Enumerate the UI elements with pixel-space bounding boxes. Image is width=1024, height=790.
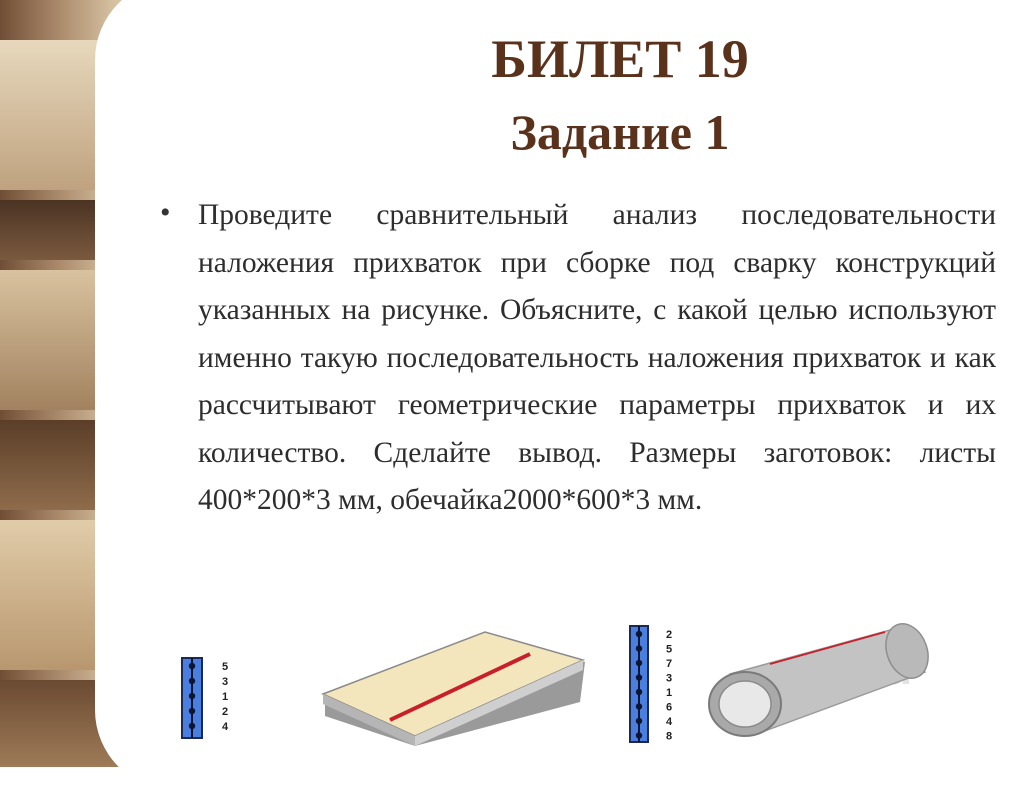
shell-tack-dot: [636, 660, 642, 666]
shell-tack-number: 4: [666, 716, 673, 728]
slide-subtitle: Задание 1: [510, 104, 730, 160]
shell-figure: [700, 622, 940, 750]
plates-figure: [315, 628, 590, 750]
shell-tack-dot: [636, 718, 642, 724]
shell-tack-number: 5: [666, 643, 673, 656]
shell-tack-dot: [636, 703, 642, 709]
sheet-tack-dot: [189, 678, 195, 684]
sheet-tack-dot: [189, 693, 195, 699]
shell-tack-dot: [636, 732, 642, 738]
shell-tack-number: 8: [666, 730, 673, 743]
sheet-tack-dot: [189, 723, 195, 729]
slide-title: БИЛЕТ 19: [491, 29, 749, 89]
shell-tack-number: 6: [666, 701, 673, 714]
sheet-tack-number: 1: [222, 691, 229, 703]
sheet-tack-number: 2: [222, 706, 229, 718]
shell-tack-number: 2: [666, 629, 673, 641]
shell-tack-number: 1: [666, 687, 673, 699]
shell-tack-number: 7: [666, 658, 673, 670]
shell-tack-dot: [636, 689, 642, 695]
shell-tack-dot: [636, 674, 642, 680]
shell-tack-diagram: [610, 622, 690, 746]
shell-tack-dot: [636, 645, 642, 651]
shell-tack-number: 3: [666, 672, 673, 685]
sheet-tack-dot: [189, 708, 195, 714]
sheet-tack-number: 5: [222, 661, 229, 673]
bullet: •: [160, 196, 171, 229]
task-text: Проведите сравнительный анализ последовательности наложения прихваток при сборке под сварку конструкций указанных на рисунке. Объясните, с какой целью используют именно такую последовательность наложения прихваток и как рассчитывают геометрические параметры прихваток и их количество. Сделайте вывод. Размеры заготовок: листы 400*200*3 мм, обечайка2000*600*3 мм.: [198, 199, 996, 516]
sheet-tack-number: 4: [222, 721, 229, 733]
sheet-tack-number: 3: [222, 676, 229, 688]
shell-opening: [719, 681, 771, 727]
sheet-tack-diagram: [152, 652, 242, 744]
shell-tack-dot: [636, 631, 642, 637]
sheet-tack-dot: [189, 663, 195, 669]
